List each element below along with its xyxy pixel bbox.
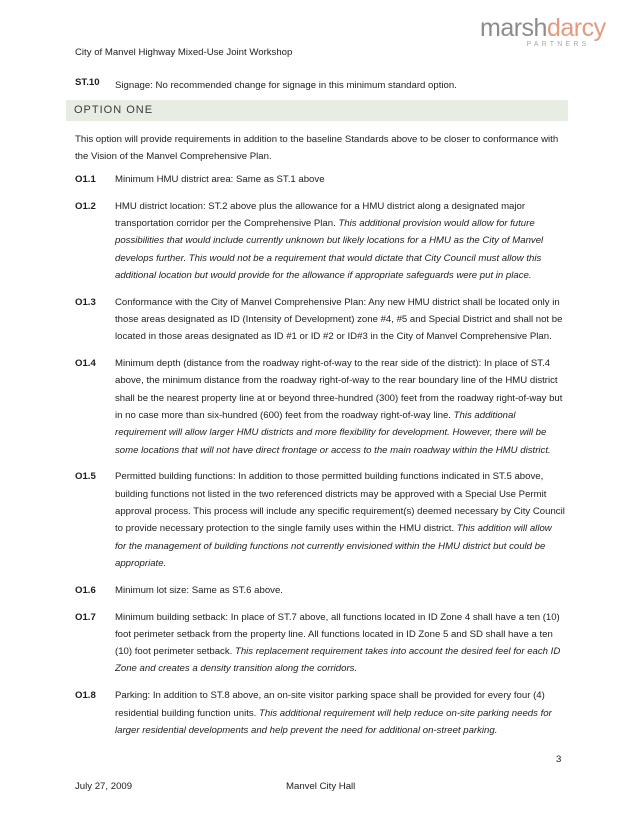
logo-wordmark (480, 14, 606, 42)
item-body: Permitted building functions: In addition to those permitted building functions indicated in ST.5 above, building functions not listed in the two referenced districts may be approved with a Special Use Permit approval process. This process will include any specific requirement(s) deemed necessary by City Council to provide necessary protection to the single family uses within the HMU district. (115, 471, 565, 535)
list-item (75, 687, 565, 739)
item-text (115, 171, 565, 188)
item-number: O1.1 (75, 174, 96, 185)
item-body: Conformance with the City of Manvel Comprehensive Plan: Any new HMU district shall be located only in those areas designated as ID (Intensity of Development) zone #4, #5 and Special District and shall not be located in those areas designated as ID #1 or ID #2 or ID#3 in the City of Manvel Comprehensive Plan. (115, 296, 563, 343)
list-item (75, 171, 565, 188)
st10-row (75, 77, 565, 94)
item-text (115, 198, 565, 284)
item-number: O1.2 (75, 200, 96, 212)
logo-part-darcy: darcy (546, 14, 606, 42)
item-number: O1.6 (75, 584, 96, 596)
list-item (75, 355, 565, 459)
list-item (75, 609, 565, 678)
item-text (115, 687, 565, 739)
intro-paragraph: This option will provide requirements in addition to the baseline Standards above to be closer to conformance with the Vision of the Manvel Comprehensive Plan. (75, 134, 559, 163)
marshdarcy-logo (480, 14, 606, 48)
item-body: Minimum building setback: In place of ST.7 above, all functions located in ID Zone 4 shall have a ten (10) foot perimeter setback from the property line. All functions located in ID Zone 5 and SD shall have a ten (10) foot perimeter setback. (115, 611, 560, 658)
item-body: Minimum lot size: Same as ST.6 above. (115, 584, 283, 596)
item-text (115, 582, 565, 599)
item-number: O1.7 (75, 611, 96, 623)
list-item (75, 468, 565, 572)
item-body: Minimum depth (distance from the roadway right-of-way to the rear side of the district): In place of ST.4 above, the minimum distance from the roadway right-of-way to the rear boundary line of the HMU district shall be the nearest property line at or beyond three-hundred (300) feet from the roadway right-of-way but in no case more than six-hundred (600) feet from the roadway right-of-way line. (115, 358, 563, 422)
item-number: O1.4 (75, 358, 96, 370)
list-item (75, 294, 565, 346)
footer-date: July 27, 2009 (75, 781, 133, 792)
item-text (115, 609, 565, 678)
logo-part-marsh: marsh (480, 14, 547, 42)
item-body: Parking: In addition to ST.8 above, an on-site visitor parking space shall be provided for every four (4) residential building function units. (115, 690, 545, 719)
list-item (75, 198, 565, 284)
item-note: This additional provision would allow for future possibilities that would include currently unknown but likely locations for a HMU as the City of Manvel develops further. This would not be a requirement that would dictate that City Council must allow this additional location but would provide for the allowance if appropriate safeguards were put in place. (115, 218, 544, 281)
footer-location: Manvel City Hall (286, 781, 356, 792)
item-number: O1.5 (75, 471, 96, 483)
item-text (115, 355, 565, 459)
item-note: This additional requirement will help reduce on-site parking needs for larger residential developments and help prevent the need for additional on-street parking. (115, 707, 552, 736)
item-note: This replacement requirement takes into account the desired feel for each ID Zone and creates a density transition along the corridors. (115, 646, 561, 675)
item-body: Minimum HMU district area: Same as ST.1 above (115, 174, 325, 185)
section-title: OPTION ONE (74, 104, 154, 116)
item-text (115, 294, 565, 346)
item-body: HMU district location: ST.2 above plus the allowance for a HMU district along a designated major transportation corridor per the Comprehensive Plan. (115, 200, 526, 230)
item-note: This addition will allow for the management of building functions not currently envisioned within the HMU district but could be appropriate. (115, 523, 552, 569)
item-note: This additional requirement will allow larger HMU districts and more flexibility for development. However, there will be some locations that will not have direct frontage or access to the main roadway within the HMU district. (115, 410, 551, 456)
item-number: O1.8 (75, 690, 96, 702)
document-header: City of Manvel Highway Mixed-Use Joint Workshop (75, 47, 293, 58)
st10-number: ST.10 (75, 77, 100, 88)
item-text (115, 468, 565, 572)
section-heading-band (66, 100, 568, 121)
list-item (75, 582, 565, 599)
logo-partners: PARTNERS (526, 41, 590, 48)
option-items-list (75, 171, 565, 749)
st10-text: Signage: No recommended change for signage in this minimum standard option. (115, 80, 457, 91)
item-number: O1.3 (75, 296, 96, 308)
page-number: 3 (556, 754, 562, 765)
